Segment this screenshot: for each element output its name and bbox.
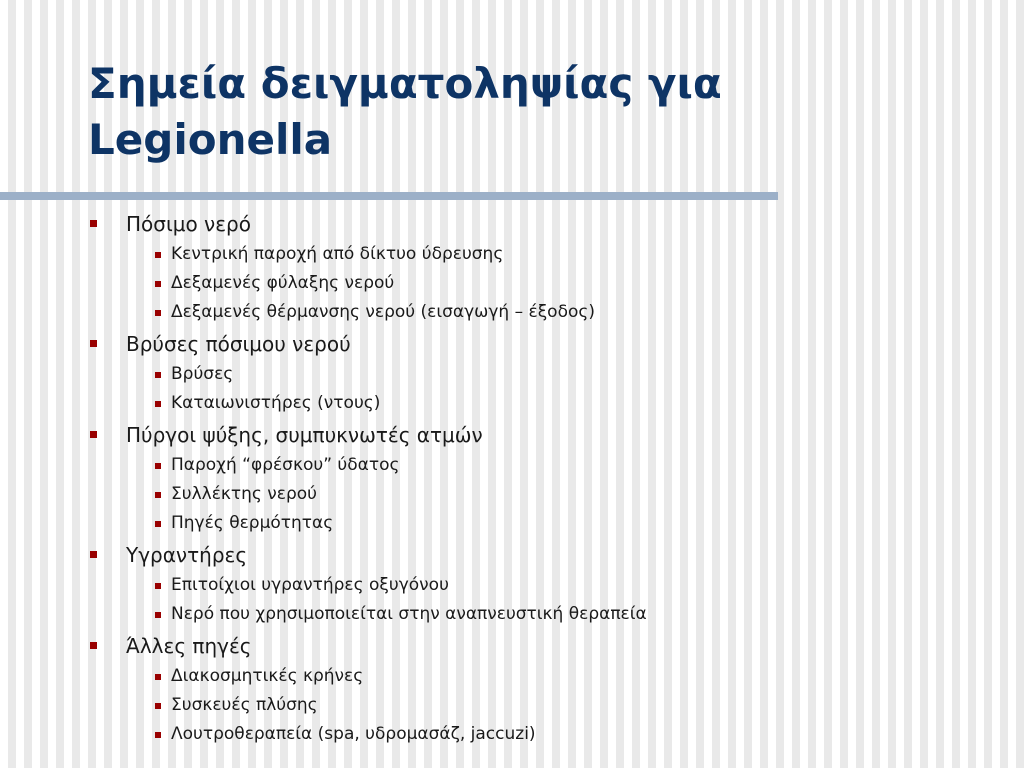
title-line-1: Σημεία δειγματοληψίας για: [88, 59, 722, 108]
title-underline-rule: [0, 192, 778, 200]
sub-item: [126, 240, 986, 269]
sub-item-label: Δεξαμενές φύλαξης νερού: [171, 273, 395, 293]
sub-item: [126, 451, 986, 480]
square-bullet-icon: [90, 340, 97, 347]
sub-item-label: Πηγές θερμότητας: [171, 513, 334, 533]
sub-list: [126, 360, 986, 418]
section-other-sources: [86, 630, 986, 749]
square-bullet-icon: [155, 521, 161, 527]
title-line-2: Legionella: [88, 115, 333, 164]
slide-title: [88, 56, 988, 168]
sub-item-label: Διακοσμητικές κρήνες: [171, 666, 364, 686]
sub-list: [126, 662, 986, 749]
section-humidifiers: [86, 539, 986, 629]
section-label: Υγραντήρες: [126, 543, 248, 567]
bullet-outline: [86, 208, 986, 749]
square-bullet-icon: [155, 703, 161, 709]
sub-item-label: Καταιωνιστήρες (ντους): [171, 393, 381, 413]
sub-item: [126, 509, 986, 538]
square-bullet-icon: [155, 674, 161, 680]
sub-item: [126, 269, 986, 298]
square-bullet-icon: [155, 732, 161, 738]
section-drinking-taps: [86, 328, 986, 418]
square-bullet-icon: [155, 583, 161, 589]
sub-item-label: Κεντρική παροχή από δίκτυο ύδρευσης: [171, 244, 504, 264]
sub-item: [126, 298, 986, 327]
square-bullet-icon: [90, 551, 97, 558]
sub-list: [126, 240, 986, 327]
sub-item-label: Βρύσες: [171, 364, 234, 384]
sub-item: [126, 662, 986, 691]
sub-item-label: Νερό που χρησιμοποιείται στην αναπνευστική θεραπεία: [171, 604, 647, 624]
sub-item-label: Παροχή “φρέσκου” ύδατος: [171, 455, 400, 475]
sub-item: [126, 720, 986, 749]
square-bullet-icon: [155, 372, 161, 378]
square-bullet-icon: [155, 401, 161, 407]
sub-item: [126, 360, 986, 389]
square-bullet-icon: [155, 281, 161, 287]
square-bullet-icon: [90, 431, 97, 438]
square-bullet-icon: [155, 492, 161, 498]
sub-list: [126, 571, 986, 629]
section-label: Πόσιμο νερό: [126, 212, 251, 236]
square-bullet-icon: [155, 463, 161, 469]
sub-item: [126, 480, 986, 509]
sub-item-label: Συλλέκτης νερού: [171, 484, 318, 504]
section-cooling-towers: [86, 419, 986, 538]
sub-item: [126, 389, 986, 418]
sub-item: [126, 600, 986, 629]
sub-item-label: Δεξαμενές θέρμανσης νερού (εισαγωγή – έξοδος): [171, 302, 595, 322]
section-label: Βρύσες πόσιμου νερού: [126, 332, 351, 356]
sub-list: [126, 451, 986, 538]
square-bullet-icon: [155, 252, 161, 258]
sub-item-label: Συσκευές πλύσης: [171, 695, 318, 715]
square-bullet-icon: [90, 642, 97, 649]
section-label: Άλλες πηγές: [126, 634, 252, 658]
sub-item: [126, 691, 986, 720]
section-drinking-water: [86, 208, 986, 327]
section-label: Πύργοι ψύξης, συμπυκνωτές ατμών: [126, 423, 483, 447]
square-bullet-icon: [155, 612, 161, 618]
sub-item: [126, 571, 986, 600]
square-bullet-icon: [155, 310, 161, 316]
sub-item-label: Λουτροθεραπεία (spa, υδρομασάζ, jaccuzi): [171, 724, 536, 744]
sub-item-label: Επιτοίχιοι υγραντήρες οξυγόνου: [171, 575, 449, 595]
square-bullet-icon: [90, 220, 97, 227]
